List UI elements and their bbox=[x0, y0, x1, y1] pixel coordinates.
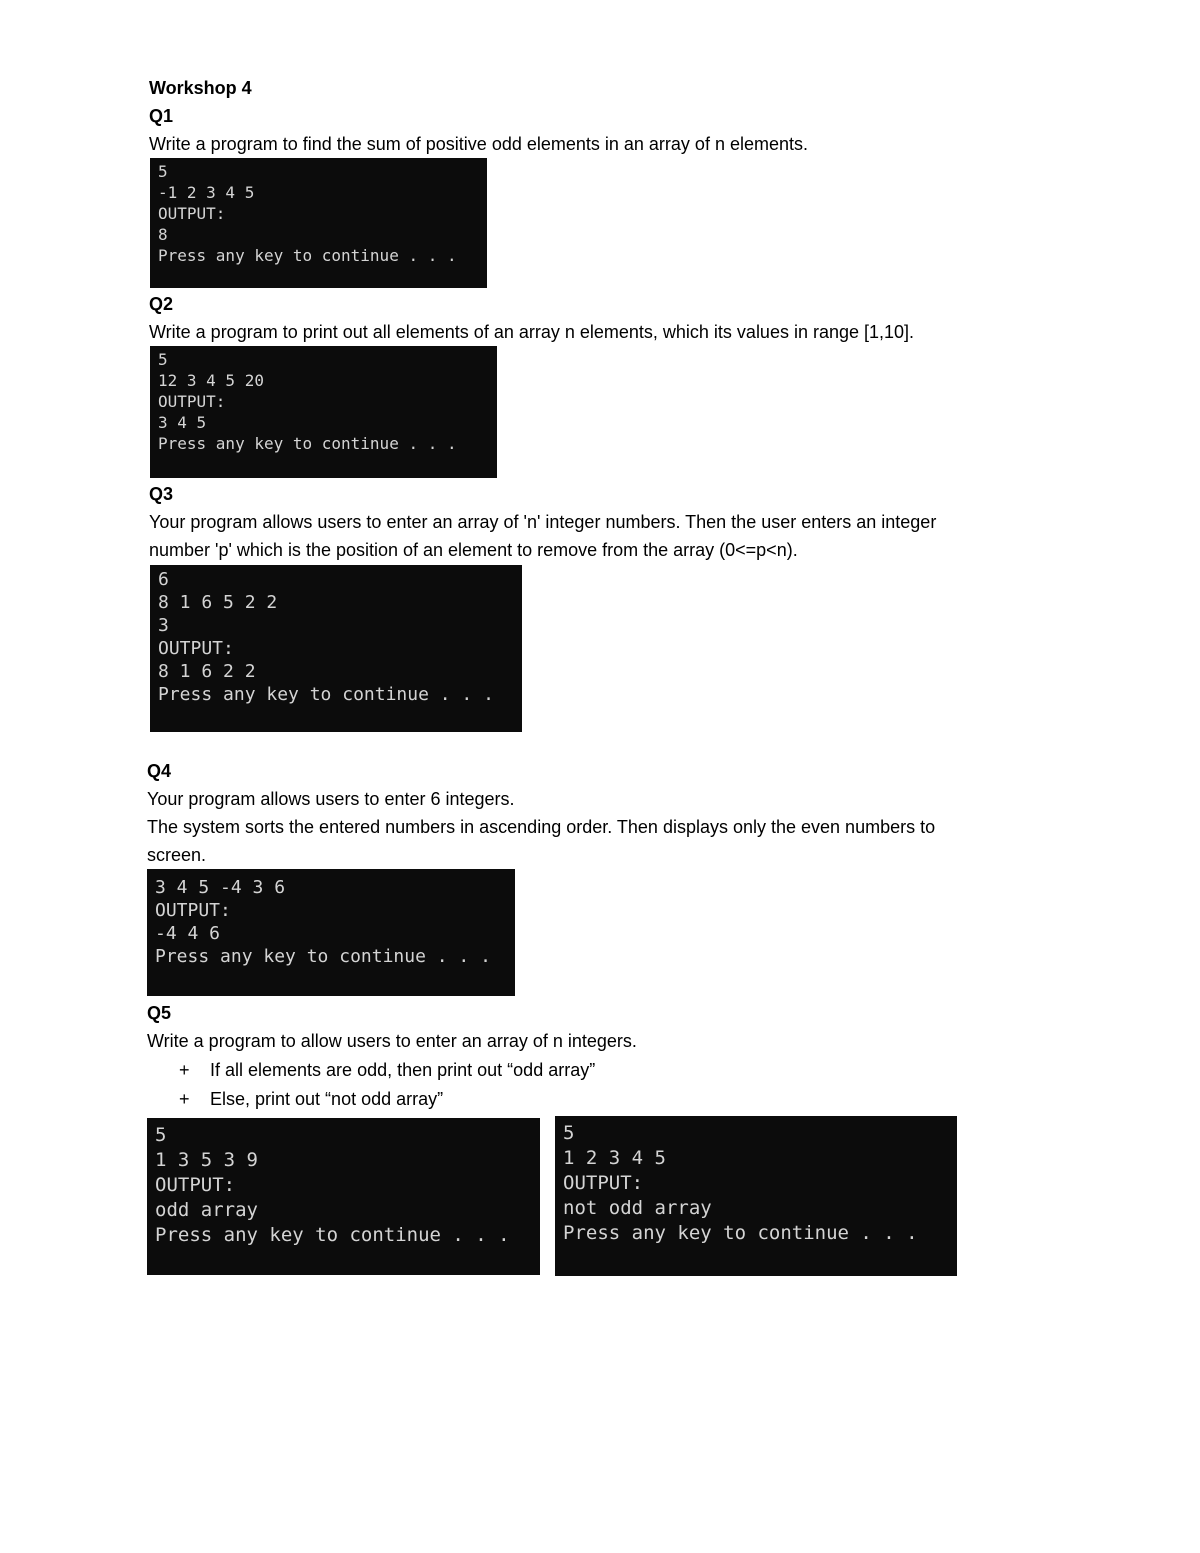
console-line: Press any key to continue . . . bbox=[158, 684, 494, 705]
console-line: odd array bbox=[155, 1199, 258, 1221]
console-line: Press any key to continue . . . bbox=[158, 246, 457, 265]
q4-text-line-3: screen. bbox=[147, 845, 207, 865]
q3-heading: Q3 bbox=[149, 484, 174, 504]
console-line: 8 1 6 2 2 bbox=[158, 661, 256, 682]
console-line: 1 2 3 4 5 bbox=[563, 1147, 666, 1169]
q4-console bbox=[147, 869, 515, 996]
q1-text: Write a program to find the sum of positive odd elements in an array of n elements. bbox=[149, 134, 808, 154]
console-line: 8 1 6 5 2 2 bbox=[158, 592, 278, 613]
q4-text-line-2: The system sorts the entered numbers in ascending order. Then displays only the even numbers to bbox=[147, 817, 936, 837]
q5-console-odd bbox=[147, 1118, 540, 1275]
console-line: Press any key to continue . . . bbox=[155, 1224, 510, 1246]
q3-text-line-1: Your program allows users to enter an array of 'n' integer numbers. Then the user enters an integer bbox=[149, 512, 937, 532]
q2-console bbox=[150, 346, 497, 478]
console-line: Press any key to continue . . . bbox=[563, 1222, 918, 1244]
console-line: -1 2 3 4 5 bbox=[158, 183, 255, 202]
console-line: OUTPUT: bbox=[563, 1172, 644, 1194]
q5-console-not-odd bbox=[555, 1116, 957, 1276]
console-line: 5 bbox=[155, 1124, 167, 1146]
console-line: 3 4 5 bbox=[158, 413, 207, 432]
console-line: not odd array bbox=[563, 1197, 712, 1219]
console-line: 12 3 4 5 20 bbox=[158, 371, 264, 390]
console-line: 3 4 5 -4 3 6 bbox=[155, 877, 286, 898]
console-line: Press any key to continue . . . bbox=[155, 946, 491, 967]
console-line: 6 bbox=[158, 569, 169, 590]
q5-heading: Q5 bbox=[147, 1003, 172, 1023]
console-line: 5 bbox=[563, 1122, 575, 1144]
console-line: OUTPUT: bbox=[155, 900, 231, 921]
q5-text: Write a program to allow users to enter an array of n integers. bbox=[147, 1031, 637, 1051]
console-line: Press any key to continue . . . bbox=[158, 434, 457, 453]
q4-heading: Q4 bbox=[147, 761, 172, 781]
console-line: -4 4 6 bbox=[155, 923, 221, 944]
q2-heading: Q2 bbox=[149, 294, 174, 314]
console-line: OUTPUT: bbox=[158, 204, 226, 223]
q3-text-line-2: number 'p' which is the position of an element to remove from the array (0<=p<n). bbox=[149, 540, 798, 560]
console-line: 5 bbox=[158, 162, 168, 181]
q1-console bbox=[150, 158, 487, 288]
document-title: Workshop 4 bbox=[149, 78, 252, 98]
console-line: 8 bbox=[158, 225, 168, 244]
bullet-plus-icon: + bbox=[179, 1089, 190, 1109]
q4-text-line-1: Your program allows users to enter 6 integers. bbox=[147, 789, 515, 809]
console-line: OUTPUT: bbox=[158, 638, 234, 659]
q2-text: Write a program to print out all elements of an array n elements, which its values in range [1,10]. bbox=[149, 322, 915, 342]
console-line: OUTPUT: bbox=[155, 1174, 236, 1196]
console-line: 1 3 5 3 9 bbox=[155, 1149, 258, 1171]
bullet-plus-icon: + bbox=[179, 1060, 190, 1080]
q1-heading: Q1 bbox=[149, 106, 174, 126]
q3-console bbox=[150, 565, 522, 732]
console-line: 5 bbox=[158, 350, 168, 369]
console-line: OUTPUT: bbox=[158, 392, 226, 411]
q5-bullet-2: Else, print out “not odd array” bbox=[210, 1089, 444, 1109]
console-line: 3 bbox=[158, 615, 169, 636]
q5-bullet-1: If all elements are odd, then print out “odd array” bbox=[210, 1060, 596, 1080]
